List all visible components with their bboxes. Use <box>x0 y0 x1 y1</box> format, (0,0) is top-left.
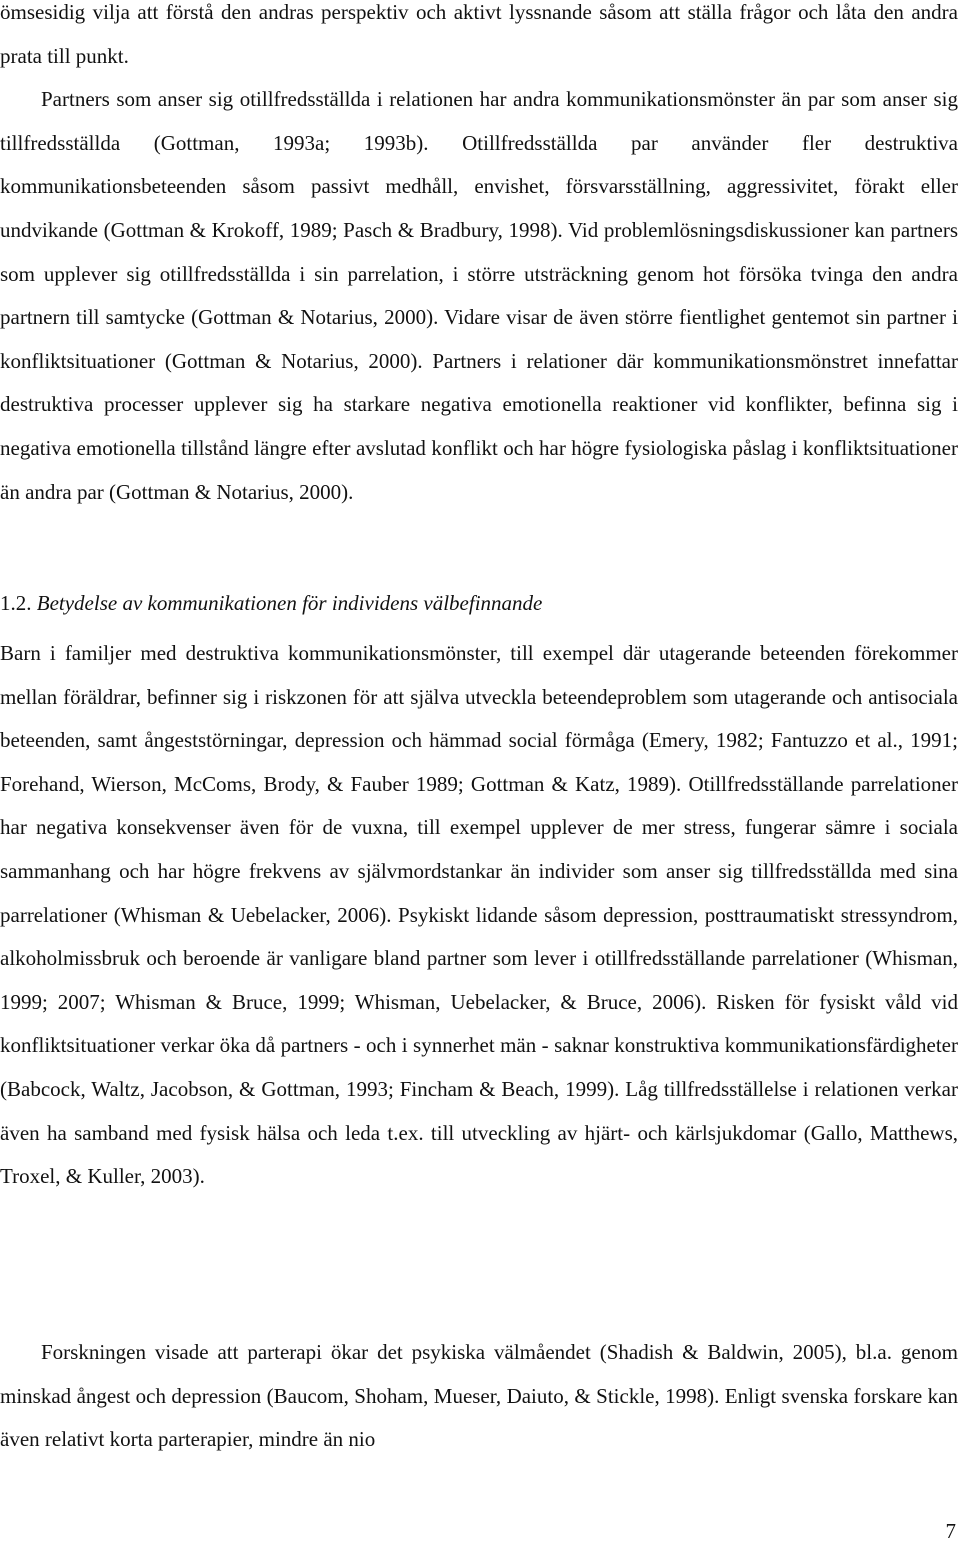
paragraph-3: Forskningen visade att parterapi ökar det psykiska välmåendet (Shadish & Baldwin, 2005), bl.a. genom minskad ångest och depression (Baucom, Shoham, Mueser, Daiuto, & Stickle, 1998). Enligt svenska forskare kan även relativt korta parterapier, mindre än nio <box>0 1340 958 1452</box>
paragraph-continued: ömsesidig vilja att förstå den andras perspektiv och aktivt lyssnande såsom att ställa frågor och låta den andra prata till punkt. <box>0 0 958 68</box>
section-title: Betydelse av kommunikationen för individens välbefinnande <box>36 591 543 615</box>
section-number: 1.2. <box>0 591 32 615</box>
paragraph-1: Partners som anser sig otillfredsställda i relationen har andra kommunikationsmönster än par som anser sig tillfredsställda (Gottman, 1993a; 1993b). Otillfredsställda par använder fler destruktiva kommunikationsbeteenden såsom passivt medhåll, envishet, försvarsställning, aggressivitet, förakt eller undvikande (Gottman & Krokoff, 1989; Pasch & Bradbury, 1998). Vid problemlösningsdiskussioner kan partners som upplever sig otillfredsställda i sin parrelation, i större utsträckning genom hot försöka tvinga den andra partnern till samtycke (Gottman & Notarius, 2000). Vidare visar de även större fientlighet gentemot sin partner i konfliktsituationer (Gottman & Notarius, 2000). Partners i relationer där kommunikationsmönstret innefattar destruktiva processer upplever sig ha starkare negativa emotionella reaktioner vid konflikter, befinna sig i negativa emotionella tillstånd längre efter avslutad konflikt och har högre fysiologiska påslag i konfliktsituationer än andra par (Gottman & Notarius, 2000). <box>0 87 958 504</box>
section-heading <box>0 582 958 626</box>
body-text-top <box>0 0 958 514</box>
page-number: 7 <box>945 1519 956 1543</box>
paragraph-2: Barn i familjer med destruktiva kommunikationsmönster, till exempel där utagerande beteenden förekommer mellan föräldrar, befinner sig i riskzonen för att själva utveckla beteendeproblem som utagerande och antisociala beteenden, samt ångeststörningar, depression och hämmad social förmåga (Emery, 1982; Fantuzzo et al., 1991; Forehand, Wierson, McComs, Brody, & Fauber 1989; Gottman & Katz, 1989). Otillfredsställande parrelationer har negativa konsekvenser även för de vuxna, till exempel upplever de mer stress, fungerar sämre i sociala sammanhang och har högre frekvens av självmordstankar än individer som anser sig tillfredsställda med sina parrelationer (Whisman & Uebelacker, 2006). Psykiskt lidande såsom depression, posttraumatiskt stressyndrom, alkoholmissbruk och beroende är vanligare bland partner som lever i otillfredsställande parrelationer (Whisman, 1999; 2007; Whisman & Bruce, 1999; Whisman, Uebelacker, & Bruce, 2006). Risken för fysiskt våld vid konfliktsituationer verkar öka då partners - och i synnerhet män - saknar konstruktiva kommunikationsfärdigheter (Babcock, Waltz, Jacobson, & Gottman, 1993; Fincham & Beach, 1999). Låg tillfredsställelse i relationen verkar även ha samband med fysisk hälsa och leda t.ex. till utveckling av hjärt- och kärlsjukdomar (Gallo, Matthews, Troxel, & Kuller, 2003). <box>0 641 958 1189</box>
